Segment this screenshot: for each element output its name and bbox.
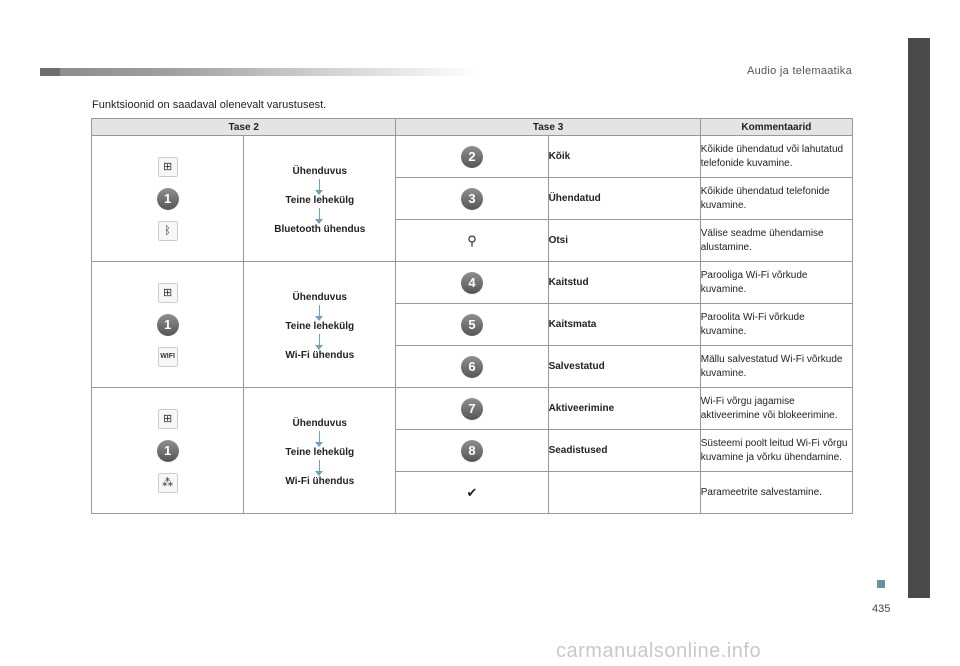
- header-gradient-bar: [40, 68, 480, 76]
- table-row: [92, 262, 853, 304]
- option-name: Seadistused: [548, 430, 700, 472]
- step-badge: 8: [461, 440, 483, 462]
- option-comment: Parameetrite salvestamine.: [700, 472, 852, 514]
- arrow-down-icon: [319, 208, 320, 220]
- option-name: Ühendatud: [548, 178, 700, 220]
- step-badge: 4: [461, 272, 483, 294]
- header-level-3: Tase 3: [396, 119, 700, 136]
- level-badge: 1: [157, 314, 179, 336]
- option-name: Kaitsmata: [548, 304, 700, 346]
- step-badge: 7: [461, 398, 483, 420]
- option-comment: Süsteemi poolt leitud Wi-Fi võrgu kuvamine ja võrku ühendamine.: [700, 430, 852, 472]
- level-icons-cell: [92, 262, 244, 388]
- table-row: [92, 388, 853, 430]
- step-badge: 5: [461, 314, 483, 336]
- header-level-2: Tase 2: [92, 119, 396, 136]
- option-comment: Mällu salvestatud Wi-Fi võrkude kuvamine.: [700, 346, 852, 388]
- menu-path-cell: [244, 136, 396, 262]
- wifi-share-icon: ⁂: [158, 473, 178, 493]
- arrow-down-icon: [319, 460, 320, 472]
- arrow-down-icon: [319, 179, 320, 191]
- section-title: Audio ja telemaatika: [746, 65, 852, 77]
- path-second-page: Teine lehekülg: [285, 446, 355, 458]
- grid-menu-icon: ⊞: [158, 283, 178, 303]
- level-icons-cell: [92, 388, 244, 514]
- option-comment: Kõikide ühendatud või lahutatud telefonide kuvamine.: [700, 136, 852, 178]
- path-connectivity: Ühenduvus: [292, 291, 347, 303]
- option-comment: Paroolita Wi-Fi võrkude kuvamine.: [700, 304, 852, 346]
- grid-menu-icon: ⊞: [158, 409, 178, 429]
- step-badge: 6: [461, 356, 483, 378]
- search-icon: ⚲: [467, 232, 477, 248]
- path-wifi: Wi-Fi ühendus: [285, 349, 355, 361]
- arrow-down-icon: [319, 431, 320, 443]
- option-comment: Wi-Fi võrgu jagamise aktiveerimine või blokeerimine.: [700, 388, 852, 430]
- arrow-down-icon: [319, 334, 320, 346]
- table-row: [92, 136, 853, 178]
- header-bar-accent: [40, 68, 60, 76]
- watermark: carmanualsonline.info: [556, 640, 762, 662]
- intro-text: Funktsioonid on saadaval olenevalt varustusest.: [92, 99, 327, 111]
- table-header-row: [92, 119, 853, 136]
- function-table: [91, 118, 853, 514]
- level-badge: 1: [157, 188, 179, 210]
- option-name: Otsi: [548, 220, 700, 262]
- path-bluetooth: Bluetooth ühendus: [274, 223, 366, 235]
- step-badge: 3: [461, 188, 483, 210]
- grid-menu-icon: ⊞: [158, 157, 178, 177]
- option-comment: Välise seadme ühendamise alustamine.: [700, 220, 852, 262]
- path-connectivity: Ühenduvus: [292, 417, 347, 429]
- option-name: Kaitstud: [548, 262, 700, 304]
- wifi-icon: WIFI: [158, 347, 178, 367]
- checkmark-icon: ✔: [466, 484, 478, 500]
- page-marker: [877, 580, 885, 588]
- path-wifi: Wi-Fi ühendus: [285, 475, 355, 487]
- option-name: Kõik: [548, 136, 700, 178]
- path-second-page: Teine lehekülg: [285, 320, 355, 332]
- page-number: 435: [872, 603, 891, 615]
- level-badge: 1: [157, 440, 179, 462]
- header-comments: Kommentaarid: [700, 119, 852, 136]
- option-comment: Kõikide ühendatud telefonide kuvamine.: [700, 178, 852, 220]
- option-name: Aktiveerimine: [548, 388, 700, 430]
- menu-path-cell: [244, 262, 396, 388]
- step-badge: 2: [461, 146, 483, 168]
- bluetooth-icon: ᛒ: [158, 221, 178, 241]
- menu-path-cell: [244, 388, 396, 514]
- level-icons-cell: [92, 136, 244, 262]
- option-name: Salvestatud: [548, 346, 700, 388]
- path-connectivity: Ühenduvus: [292, 165, 347, 177]
- side-tab-strip: [908, 38, 930, 598]
- path-second-page: Teine lehekülg: [285, 194, 355, 206]
- arrow-down-icon: [319, 305, 320, 317]
- option-name: [548, 472, 700, 514]
- option-comment: Parooliga Wi-Fi võrkude kuvamine.: [700, 262, 852, 304]
